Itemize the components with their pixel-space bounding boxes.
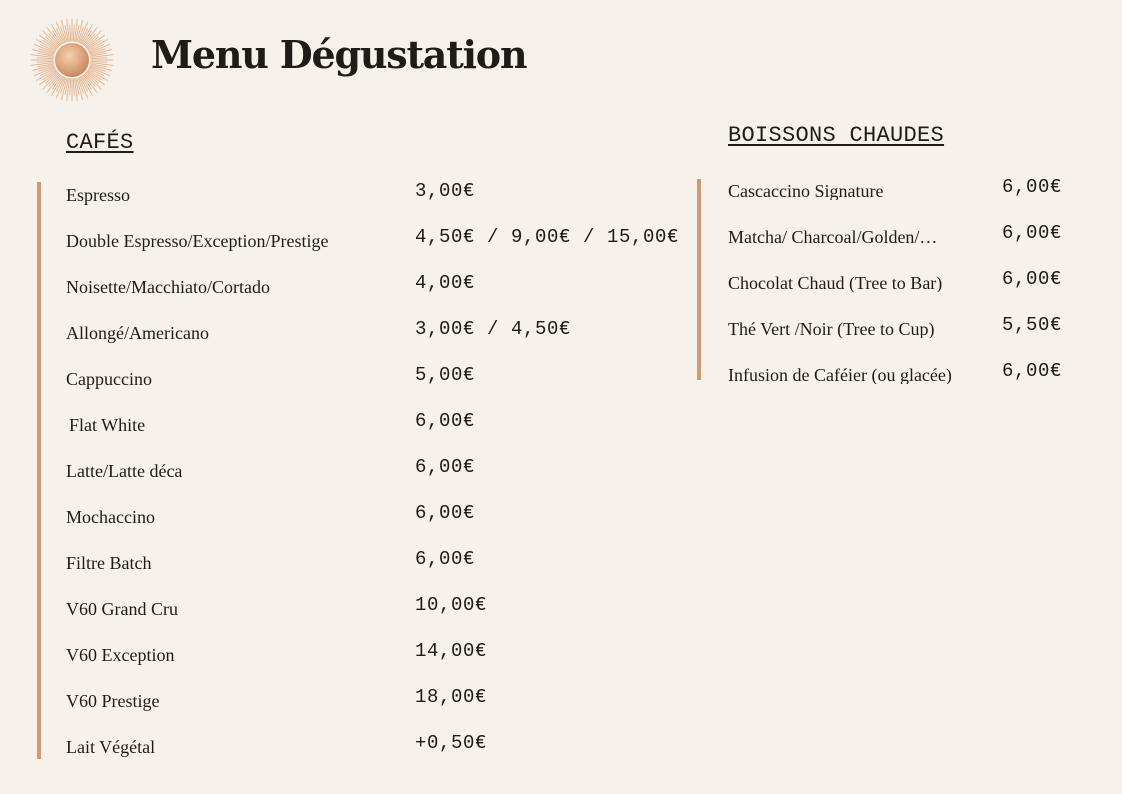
sun-ray xyxy=(91,58,107,59)
menu-item-matcha xyxy=(728,224,1073,256)
menu-item-filtre-batch xyxy=(66,550,686,582)
sun-burst-icon xyxy=(30,18,114,102)
sun-ray xyxy=(73,25,74,41)
menu-item-name: V60 Prestige xyxy=(66,691,160,711)
menu-item-name: Matcha/ Charcoal/Golden/… xyxy=(728,228,938,246)
menu-item-price: 4,50€ / 9,00€ / 15,00€ xyxy=(415,226,680,248)
menu-item-flat-white xyxy=(66,412,686,444)
menu-item-cascaccino-signature xyxy=(728,178,1073,210)
menu-item-name: Allongé/Americano xyxy=(66,323,209,343)
menu-item-name: Mochaccino xyxy=(66,507,155,527)
menu-item-price: 14,00€ xyxy=(415,640,488,662)
menu-item-name: Thé Vert /Noir (Tree to Cup) xyxy=(728,320,935,338)
sun-ray xyxy=(70,25,71,41)
sun-ray xyxy=(73,79,74,95)
menu-item-chocolat-chaud xyxy=(728,270,1073,302)
menu-item-name: V60 Exception xyxy=(66,645,175,665)
menu-item-name: Espresso xyxy=(66,185,130,205)
menu-item-price: 6,00€ xyxy=(415,456,476,478)
menu-item-name: Cappuccino xyxy=(66,369,152,389)
menu-item-price: 6,00€ xyxy=(1002,222,1063,244)
menu-item-allonge xyxy=(66,320,686,352)
sun-ray xyxy=(37,61,53,62)
menu-item-name: Latte/Latte déca xyxy=(66,461,183,481)
menu-item-mochaccino xyxy=(66,504,686,536)
menu-item-double-espresso xyxy=(66,228,686,260)
menu-item-noisette xyxy=(66,274,686,306)
boissons-chaudes-heading: BOISSONS CHAUDES xyxy=(728,123,945,148)
menu-item-price: 3,00€ / 4,50€ xyxy=(415,318,572,340)
menu-item-name: Cascaccino Signature xyxy=(728,182,884,200)
menu-item-name: V60 Grand Cru xyxy=(66,599,178,619)
menu-item-infusion-de-cafeier xyxy=(728,362,1073,394)
menu-item-price: 6,00€ xyxy=(415,548,476,570)
menu-item-price: 18,00€ xyxy=(415,686,488,708)
menu-item-price: 6,00€ xyxy=(1002,176,1063,198)
menu-item-price: 4,00€ xyxy=(415,272,476,294)
menu-item-price: 6,00€ xyxy=(415,410,476,432)
sun-ray xyxy=(91,61,107,62)
menu-item-v60-exception xyxy=(66,642,686,674)
menu-item-name: Filtre Batch xyxy=(66,553,152,573)
menu-item-name: Lait Végétal xyxy=(66,737,156,757)
sun-ray xyxy=(70,79,71,95)
menu-item-price: 5,50€ xyxy=(1002,314,1063,336)
menu-item-price: 6,00€ xyxy=(1002,268,1063,290)
menu-item-price: 5,00€ xyxy=(415,364,476,386)
menu-item-name: Flat White xyxy=(69,415,146,435)
menu-item-lait-vegetal xyxy=(66,734,686,766)
menu-item-cappuccino xyxy=(66,366,686,398)
menu-item-name: Double Espresso/Exception/Prestige xyxy=(66,231,329,251)
menu-item-name: Infusion de Caféier (ou glacée) xyxy=(728,366,952,384)
page-title: Menu Dégustation xyxy=(151,32,527,77)
boissons-accent-line xyxy=(697,179,701,380)
menu-item-espresso xyxy=(66,182,686,214)
sun-ray xyxy=(37,58,53,59)
cafes-accent-line xyxy=(37,182,41,759)
menu-item-latte xyxy=(66,458,686,490)
menu-item-name: Chocolat Chaud (Tree to Bar) xyxy=(728,274,943,292)
cafes-heading: CAFÉS xyxy=(66,130,134,155)
menu-item-price: 6,00€ xyxy=(1002,360,1063,382)
menu-item-price: +0,50€ xyxy=(415,732,488,754)
menu-item-v60-prestige xyxy=(66,688,686,720)
menu-item-v60-grand-cru xyxy=(66,596,686,628)
menu-item-the-vert-noir xyxy=(728,316,1073,348)
menu-item-name: Noisette/Macchiato/Cortado xyxy=(66,277,270,297)
menu-item-price: 6,00€ xyxy=(415,502,476,524)
menu-item-price: 10,00€ xyxy=(415,594,488,616)
menu-item-price: 3,00€ xyxy=(415,180,476,202)
